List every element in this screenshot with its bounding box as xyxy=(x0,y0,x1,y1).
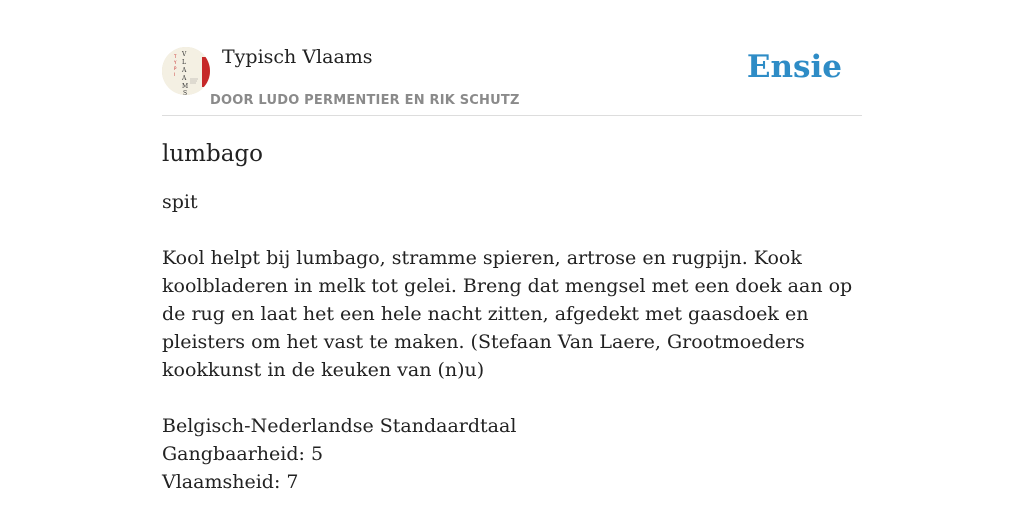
svg-text:V: V xyxy=(182,51,187,58)
svg-text:P: P xyxy=(174,66,177,71)
entry-definition: spit xyxy=(162,191,198,213)
entry-term: lumbago xyxy=(162,141,263,167)
book-authors: DOOR LUDO PERMENTIER EN RIK SCHUTZ xyxy=(210,93,520,108)
svg-text:S: S xyxy=(183,90,188,95)
entry-meta xyxy=(162,412,862,496)
book-title[interactable]: Typisch Vlaams xyxy=(222,46,373,68)
svg-text:T: T xyxy=(174,54,177,59)
header xyxy=(162,40,862,116)
vlaamsheid-score: Vlaamsheid: 7 xyxy=(162,471,299,493)
gangbaarheid-score: Gangbaarheid: 5 xyxy=(162,443,324,465)
svg-text:Y: Y xyxy=(174,60,177,65)
entry-example: Kool helpt bij lumbago, stramme spieren, artrose en rugpijn. Kook koolbladeren in melk tot gelei. Breng dat mengsel met een doek aan op de rug en laat het een hele nacht zitten, afgedekt met gaasdoek en pleisters om het vast te maken. (Stefaan Van Laere, Grootmoeders kookkunst in de keuken van (n)u) xyxy=(162,247,853,381)
svg-text:A: A xyxy=(182,75,187,82)
svg-text:A: A xyxy=(182,67,187,74)
language-label: Belgisch-Nederlandse Standaardtaal xyxy=(162,415,517,437)
ensie-logo-link[interactable]: Ensie xyxy=(746,49,842,85)
svg-text:L: L xyxy=(182,59,186,66)
svg-text:I: I xyxy=(174,72,176,77)
entry-content xyxy=(162,138,862,496)
book-cover-icon[interactable] xyxy=(162,47,210,95)
svg-text:M: M xyxy=(182,83,189,90)
